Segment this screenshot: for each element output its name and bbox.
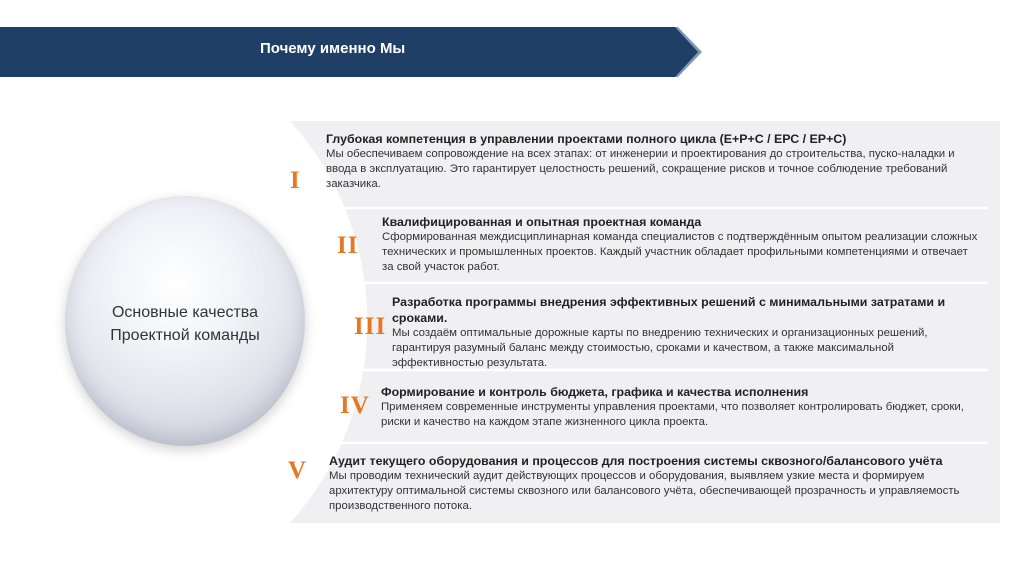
item-description: Мы проводим технический аудит действующих процессов и оборудования, выявляем узкие места и формируем архитектуру оптимальной системы сквозного или балансового учёта, обеспечивающей прозрачность и управляемость производственного потока. (329, 470, 960, 512)
center-title-line2: Проектной команды (110, 327, 260, 344)
list-item (381, 384, 981, 430)
list-item (392, 294, 986, 371)
item-title: Разработка программы внедрения эффективных решений с минимальными затратами и сроками. (392, 295, 946, 325)
item-description: Сформированная междисциплинарная команда специалистов с подтверждённым опытом реализации сложных технических и промышленных проектов. Каждый участник обладает профильными компетенциями и отвечает за свой участок работ. (382, 231, 978, 273)
center-title (65, 301, 305, 347)
list-item (329, 453, 989, 514)
numeral-4: IV (340, 392, 370, 419)
numeral-5: V (288, 457, 308, 484)
item-description: Применяем современные инструменты управления проектами, что позволяет контролировать бюджет, сроки, риски и качество на каждом этапе жизненного цикла проекта. (381, 401, 964, 428)
numeral-2: II (337, 232, 359, 259)
center-sphere (65, 196, 305, 446)
numeral-3: III (354, 313, 387, 340)
item-description: Мы создаём оптимальные дорожные карты по внедрению технических и организационных решений, гарантируя разумный баланс между стоимостью, сроками и качеством, а также максимальной эффективностью результата. (392, 327, 928, 369)
list-item (382, 214, 982, 275)
item-description: Мы обеспечиваем сопровождение на всех этапах: от инженерии и проектирования до строительства, пуско-наладки и ввода в эксплуатацию. Это гарантирует целостность решений, сокращение рисков и точное соблюдение требований заказчика. (326, 148, 955, 190)
center-title-line1: Основные качества (111, 304, 259, 321)
page-title: Почему именно Мы (260, 40, 406, 57)
item-title: Аудит текущего оборудования и процессов для построения системы сквозного/балансового учёта (329, 454, 943, 468)
numeral-1: I (290, 167, 301, 194)
list-item (326, 131, 986, 192)
item-title: Квалифицированная и опытная проектная команда (382, 215, 702, 229)
item-title: Формирование и контроль бюджета, графика и качества исполнения (381, 385, 809, 399)
item-title: Глубокая компетенция в управлении проектами полного цикла (Е+Р+С / ЕРС / ЕР+С) (326, 132, 847, 146)
